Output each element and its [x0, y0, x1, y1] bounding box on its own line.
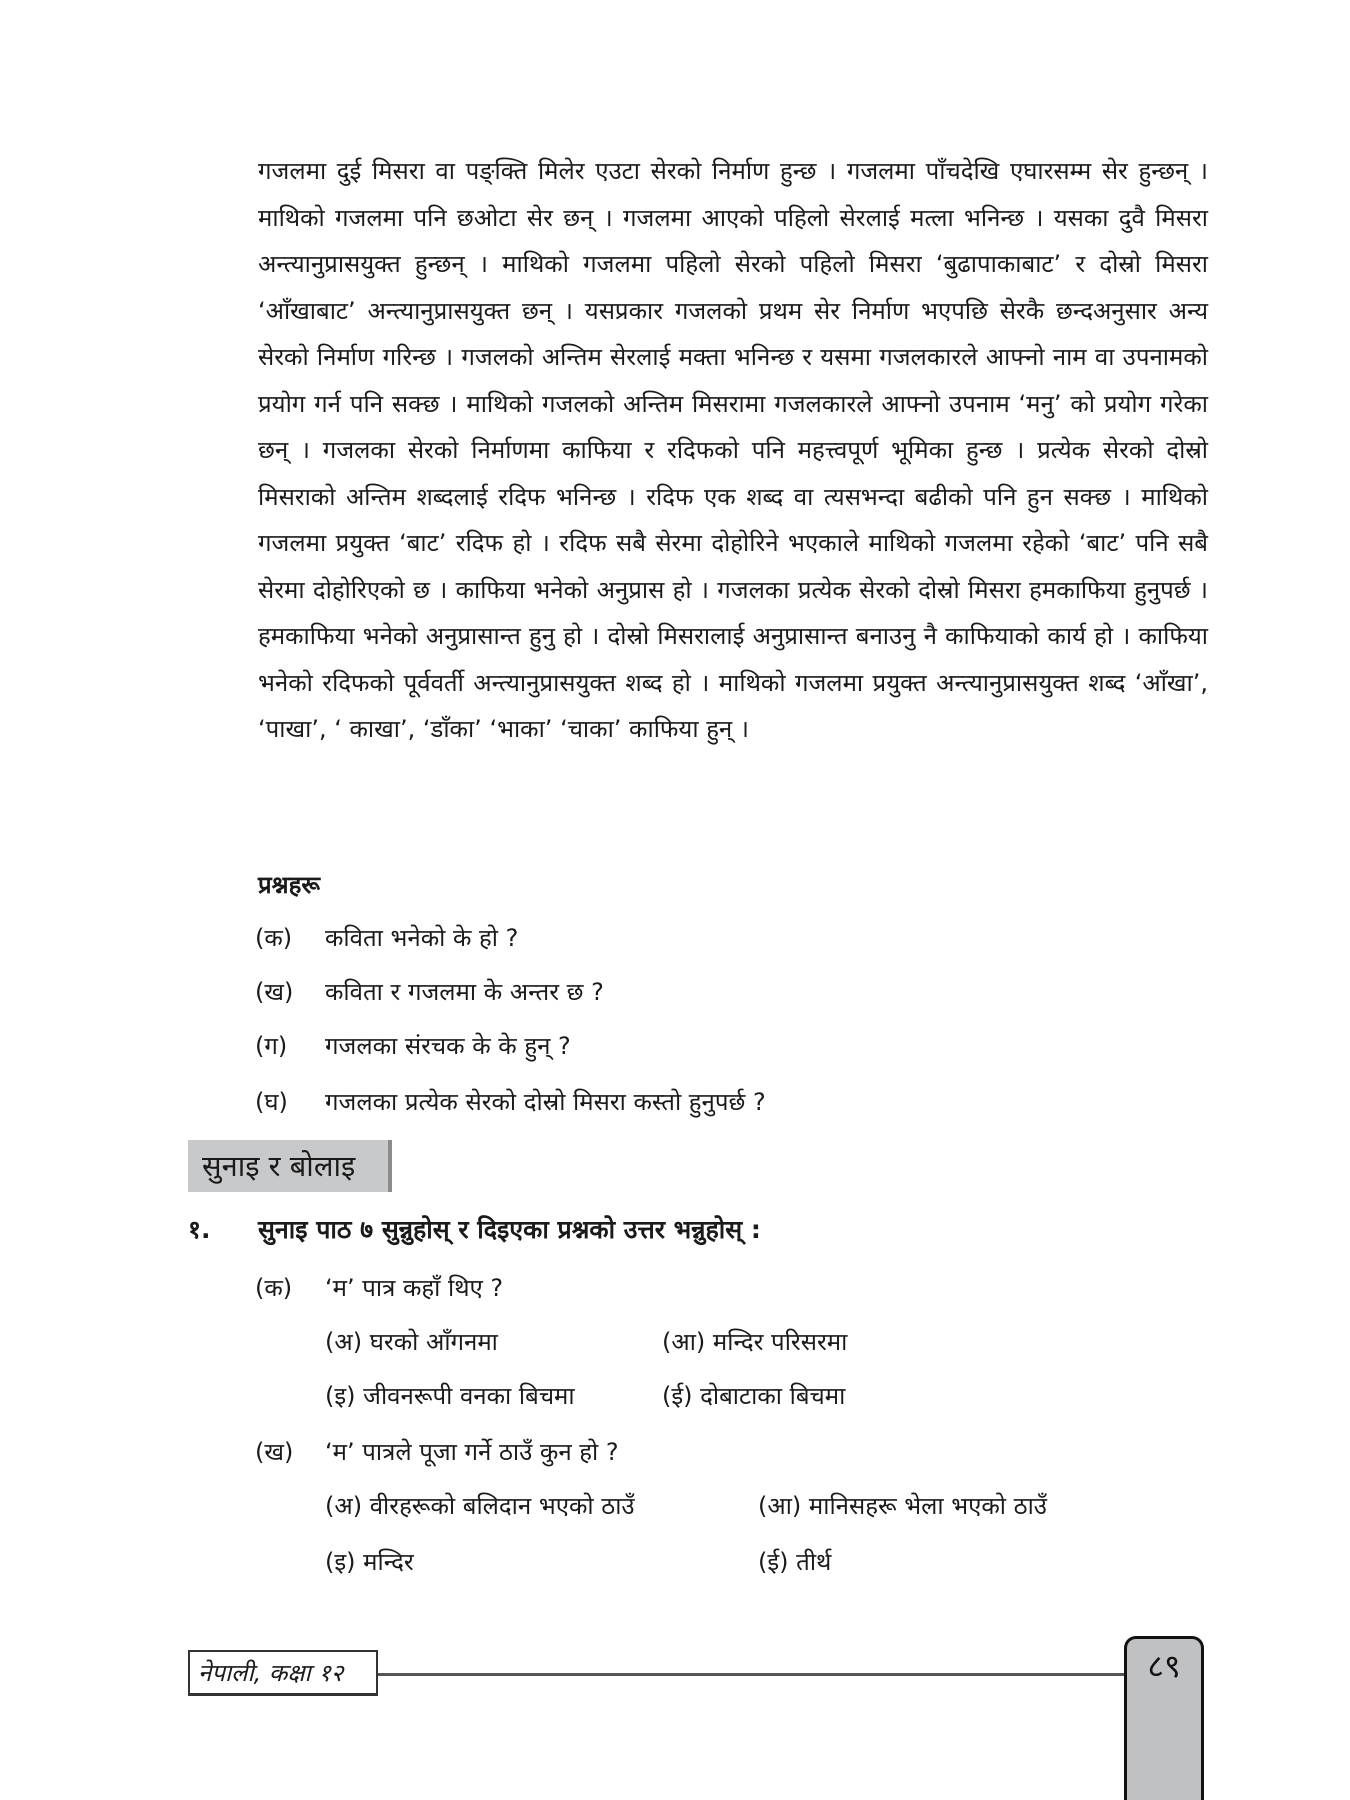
- question-text: गजलका संरचक के के हुन् ?: [325, 1032, 571, 1060]
- question-text: कविता र गजलमा के अन्तर छ ?: [325, 978, 604, 1006]
- answer-option: (ई) दोबाटाका बिचमा: [662, 1382, 846, 1410]
- question-item: [255, 972, 604, 1012]
- answer-option: (अ) वीरहरूको बलिदान भएको ठाउँ: [325, 1492, 635, 1520]
- exercise-number: १.: [188, 1215, 211, 1244]
- question-text: कविता भनेको के हो ?: [325, 924, 519, 952]
- sub-question-label: (क): [255, 1274, 293, 1302]
- question-label: (ख): [255, 978, 294, 1006]
- body-paragraph: गजलमा दुई मिसरा वा पङ्क्ति मिलेर एउटा सेरको निर्माण हुन्छ । गजलमा पाँचदेखि एघारसम्म सेर हुन्छन् । माथिको गजलमा पनि छओटा सेर छन् । गजलमा आएको पहिलो सेरलाई मत्ला भनिन्छ । यसका दुवै मिसरा अन्त्यानुप्रासयुक्त हुन्छन् । माथिको गजलमा पहिलो सेरको पहिलो मिसरा ‘बुढापाकाबाट’ र दोस्रो मिसरा ‘आँखाबाट’ अन्त्यानुप्रासयुक्त छन् । यसप्रकार गजलको प्रथम सेर निर्माण भएपछि सेरकै छन्दअनुसार अन्य सेरको निर्माण गरिन्छ । गजलको अन्तिम सेरलाई मक्ता भनिन्छ र यसमा गजलकारले आफ्नो नाम वा उपनामको प्रयोग गर्न पनि सक्छ । माथिको गजलको अन्तिम मिसरामा गजलकारले आफ्नो उपनाम ‘मनु’ को प्रयोग गरेका छन् । गजलका सेरको निर्माणमा काफिया र रदिफको पनि महत्त्वपूर्ण भूमिका हुन्छ । प्रत्येक सेरको दोस्रो मिसराको अन्तिम शब्दलाई रदिफ भनिन्छ । रदिफ एक शब्द वा त्यसभन्दा बढीको पनि हुन सक्छ । माथिको गजलमा प्रयुक्त ‘बाट’ रदिफ हो । रदिफ सबै सेरमा दोहोरिने भएकाले माथिको गजलमा रहेको ‘बाट’ पनि सबै सेरमा दोहोरिएको छ । काफिया भनेको अनुप्रास हो । गजलका प्रत्येक सेरको दोस्रो मिसरा हमकाफिया हुनुपर्छ । हमकाफिया भनेको अनुप्रासान्त हुनु हो । दोस्रो मिसरालाई अनुप्रासान्त बनाउनु नै काफियाको कार्य हो । काफिया भनेको रदिफको पूर्ववर्ती अन्त्यानुप्रासयुक्त शब्द हो । माथिको गजलमा प्रयुक्त अन्त्यानुप्रासयुक्त शब्द ‘आँखा’, ‘पाखा’, ‘ काखा’, ‘डाँका’ ‘भाका’ ‘चाका’ काफिया हुन् ।: [258, 157, 1208, 743]
- answer-option: (इ) जीवनरूपी वनका बिचमा: [325, 1382, 575, 1410]
- sub-question-text: ‘म’ पात्र कहाँ थिए ?: [325, 1274, 504, 1302]
- exercise-instruction: सुनाइ पाठ ७ सुन्नुहोस् र दिइएका प्रश्नको उत्तर भन्नुहोस् :: [258, 1215, 761, 1244]
- answer-option: (ई) तीर्थ: [758, 1548, 832, 1576]
- question-item: [255, 918, 518, 958]
- question-item: [255, 1082, 766, 1122]
- question-text: गजलका प्रत्येक सेरको दोस्रो मिसरा कस्तो हुनुपर्छ ?: [325, 1088, 766, 1116]
- question-label: (ग): [255, 1032, 288, 1060]
- footer-rule: [378, 1673, 1124, 1676]
- questions-heading: प्रश्नहरू: [258, 871, 321, 899]
- question-item: [255, 1026, 571, 1066]
- sub-question-label: (ख): [255, 1438, 294, 1466]
- answer-option: (अ) घरको आँगनमा: [325, 1328, 498, 1356]
- sub-question-text: ‘म’ पात्रले पूजा गर्ने ठाउँ कुन हो ?: [325, 1438, 619, 1466]
- question-label: (क): [255, 924, 293, 952]
- page-number: ८९: [1147, 1647, 1181, 1685]
- section-band-listening-speaking: सुनाइ र बोलाइ: [188, 1140, 392, 1192]
- question-label: (घ): [255, 1088, 288, 1116]
- answer-option: (आ) मन्दिर परिसरमा: [662, 1328, 848, 1356]
- answer-option: (इ) मन्दिर: [325, 1548, 414, 1576]
- answer-option: (आ) मानिसहरू भेला भएको ठाउँ: [758, 1492, 1047, 1520]
- footer-book-label: नेपाली, कक्षा १२: [188, 1650, 378, 1696]
